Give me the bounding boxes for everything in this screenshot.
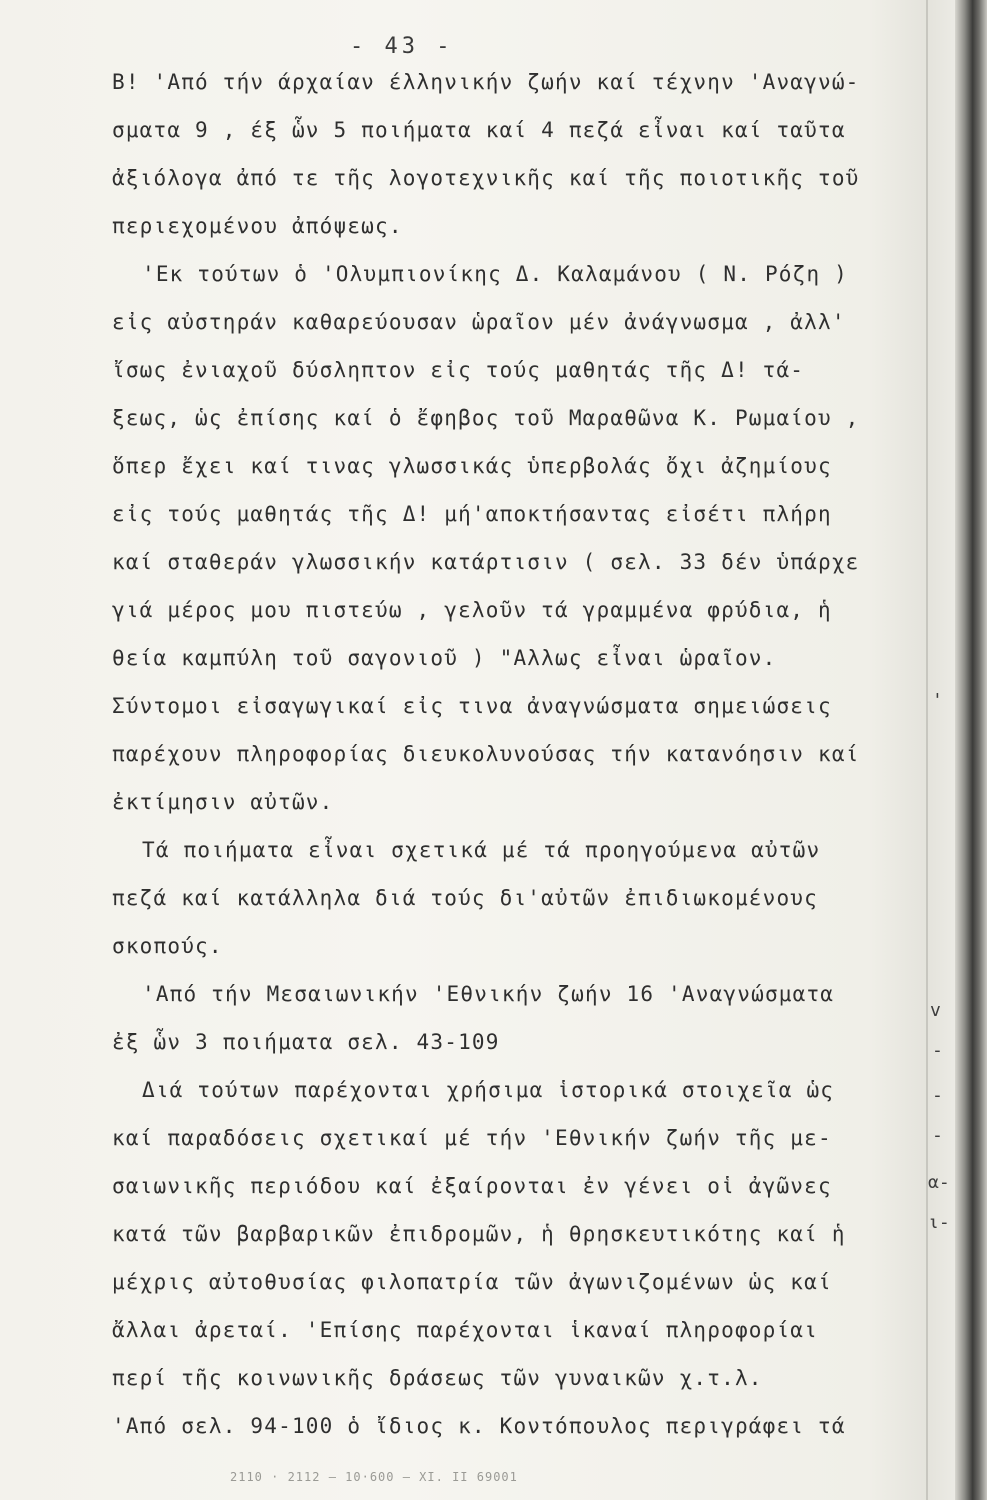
margin-note: α- — [928, 1172, 950, 1193]
text-line: ξεως, ὡς ἐπίσης καί ὁ ἔφηβος τοῦ Μαραθῶνα Κ. Ρωμαίου , — [112, 406, 860, 430]
text-line: παρέχουν πληροφορίας διευκολυνούσας τήν κατανόησιν καί — [112, 742, 860, 766]
text-line: σματα 9 , έξ ὧν 5 ποιήματα καί 4 πεζά εἶναι καί ταῦτα — [112, 118, 846, 142]
bottom-stamp: 2110 · 2112 — 10·600 — ΧΙ. ΙΙ 69001 — [230, 1470, 518, 1484]
text-line: ἴσως ἐνιαχοῦ δύσληπτον εἰς τούς μαθητάς τῆς Δ! τά- — [112, 358, 805, 382]
text-line: γιά μέρος μου πιστεύω , γελοῦν τά γραμμένα φρύδια, ἡ — [112, 598, 832, 622]
text-line: μέχρις αὐτοθυσίας φιλοπατρία τῶν ἀγωνιζομένων ὡς καί — [112, 1270, 832, 1294]
text-line: Διά τούτων παρέχονται χρήσιμα ἱστορικά στοιχεῖα ὡς — [142, 1078, 835, 1102]
text-line: καί παραδόσεις σχετικαί μέ τήν 'Εθνικήν ζωήν τῆς με- — [112, 1126, 832, 1150]
text-line: Τά ποιήματα εἶναι σχετικά μέ τά προηγούμενα αὐτῶν — [142, 838, 821, 862]
margin-note: - — [932, 1040, 943, 1061]
text-line: ἐκτίμησιν αὐτῶν. — [112, 790, 334, 814]
margin-note: ι- — [928, 1212, 950, 1233]
text-line: ἐξ ὧν 3 ποιήματα σελ. 43-109 — [112, 1030, 500, 1054]
text-line: ἀξιόλογα ἀπό τε τῆς λογοτεχνικῆς καί τῆς ποιοτικῆς τοῦ — [112, 166, 860, 190]
text-line: εἰς τούς μαθητάς τῆς Δ! μή'αποκτήσαντας εἰσέτι πλήρη — [112, 502, 832, 526]
text-line: 'Από τήν Μεσαιωνικήν 'Εθνικήν ζωήν 16 'Αναγνώσματα — [142, 982, 835, 1006]
text-line: θεία καμπύλη τοῦ σαγονιοῦ ) "Αλλως εἶναι ὡραῖον. — [112, 646, 777, 670]
margin-note: - — [932, 1085, 943, 1106]
margin-note: - — [932, 1125, 943, 1146]
text-line: 'Από σελ. 94-100 ὁ ἴδιος κ. Κοντόπουλος περιγράφει τά — [112, 1414, 846, 1438]
text-line: σαιωνικῆς περιόδου καί ἐξαίρονται ἐν γένει οἱ ἀγῶνες — [112, 1174, 832, 1198]
text-line: περί τῆς κοινωνικῆς δράσεως τῶν γυναικῶν χ.τ.λ. — [112, 1366, 763, 1390]
page-number: - 43 - — [350, 34, 454, 59]
text-line: πεζά καί κατάλληλα διά τούς δι'αὐτῶν ἐπιδιωκομένους — [112, 886, 818, 910]
text-line: ἄλλαι ἀρεταί. 'Επίσης παρέχονται ἱκαναί πληροφορίαι — [112, 1318, 818, 1342]
text-line: 'Εκ τούτων ὁ 'Ολυμπιονίκης Δ. Καλαμάνου ( Ν. Ρόζη ) — [142, 262, 848, 286]
text-line: περιεχομένου ἀπόψεως. — [112, 214, 403, 238]
text-line: Σύντομοι εἰσαγωγικαί εἰς τινα ἀναγνώσματα σημειώσεις — [112, 694, 832, 718]
text-line: Β! 'Από τήν άρχαίαν έλληνικήν ζωήν καί τέχνην 'Αναγνώ- — [112, 70, 860, 94]
text-line: κατά τῶν βαρβαρικῶν ἐπιδρομῶν, ἡ θρησκευτικότης καί ἡ — [112, 1222, 846, 1246]
text-line: εἰς αὐστηράν καθαρεύουσαν ὡραῖον μέν ἀνάγνωσμα , ἀλλ' — [112, 310, 846, 334]
text-line: σκοπούς. — [112, 934, 223, 958]
margin-note: ' — [932, 690, 943, 711]
text-line: καί σταθεράν γλωσσικήν κατάρτισιν ( σελ. 33 δέν ὑπάρχε — [112, 550, 860, 574]
margin-annotations — [920, 0, 960, 1500]
text-line: ὅπερ ἔχει καί τινας γλωσσικάς ὑπερβολάς ὄχι ἀζημίους — [112, 454, 832, 478]
margin-note: v — [930, 1000, 941, 1021]
